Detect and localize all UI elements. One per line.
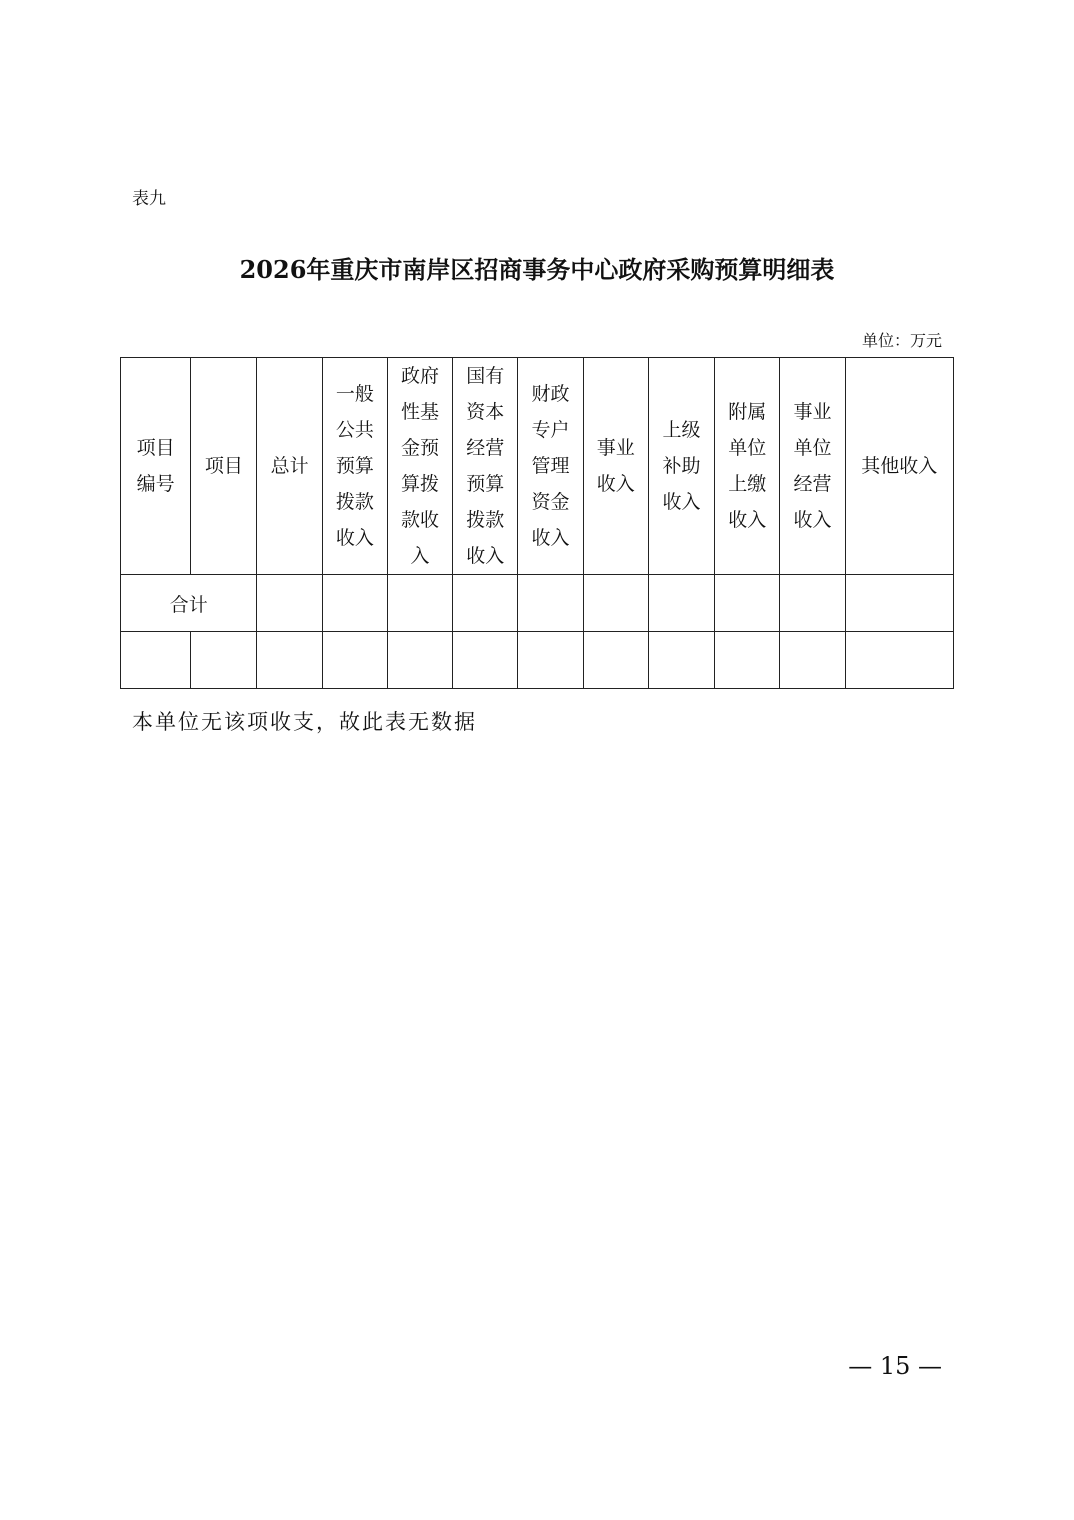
table-row — [121, 632, 954, 689]
table-cell — [780, 632, 845, 689]
header-business-income: 事业收入 — [583, 358, 648, 575]
header-operating-income: 事业单位经营收入 — [780, 358, 845, 575]
document-title: 2026年重庆市南岸区招商事务中心政府采购预算明细表 — [239, 255, 835, 284]
header-special-account: 财政专户管理资金收入 — [518, 358, 583, 575]
table-cell — [715, 575, 780, 632]
table-cell — [845, 575, 953, 632]
procurement-budget-table — [120, 357, 954, 689]
table-cell — [518, 575, 583, 632]
header-project: 项目 — [191, 358, 257, 575]
table-cell — [780, 575, 845, 632]
table-cell — [583, 632, 648, 689]
unit-label: 单位：万元 — [861, 331, 942, 350]
total-label-cell: 合计 — [121, 575, 257, 632]
table-cell — [322, 575, 387, 632]
total-row — [121, 575, 954, 632]
page-number: — 15 — — [848, 1352, 942, 1380]
table-cell — [387, 575, 452, 632]
table-label: 表九 — [132, 189, 166, 209]
header-project-code: 项目编号 — [121, 358, 191, 575]
table-cell — [648, 575, 714, 632]
table-cell — [387, 632, 452, 689]
table-cell — [518, 632, 583, 689]
header-superior-subsidy: 上级补助收入 — [648, 358, 714, 575]
table-cell — [121, 632, 191, 689]
header-total: 总计 — [257, 358, 322, 575]
table-cell — [257, 632, 322, 689]
table-cell — [322, 632, 387, 689]
no-data-note: 本单位无该项收支，故此表无数据 — [132, 710, 477, 734]
header-fund-budget: 政府性基金预算拨款收入 — [387, 358, 452, 575]
header-row — [121, 358, 954, 575]
table-cell — [453, 632, 518, 689]
table-cell — [257, 575, 322, 632]
header-general-budget: 一般公共预算拨款收入 — [322, 358, 387, 575]
table-cell — [845, 632, 953, 689]
table-cell — [453, 575, 518, 632]
table-cell — [648, 632, 714, 689]
header-affiliated-units: 附属单位上缴收入 — [715, 358, 780, 575]
table-cell — [191, 632, 257, 689]
header-state-capital: 国有资本经营预算拨款收入 — [453, 358, 518, 575]
table-cell — [715, 632, 780, 689]
header-other-income: 其他收入 — [845, 358, 953, 575]
table-cell — [583, 575, 648, 632]
